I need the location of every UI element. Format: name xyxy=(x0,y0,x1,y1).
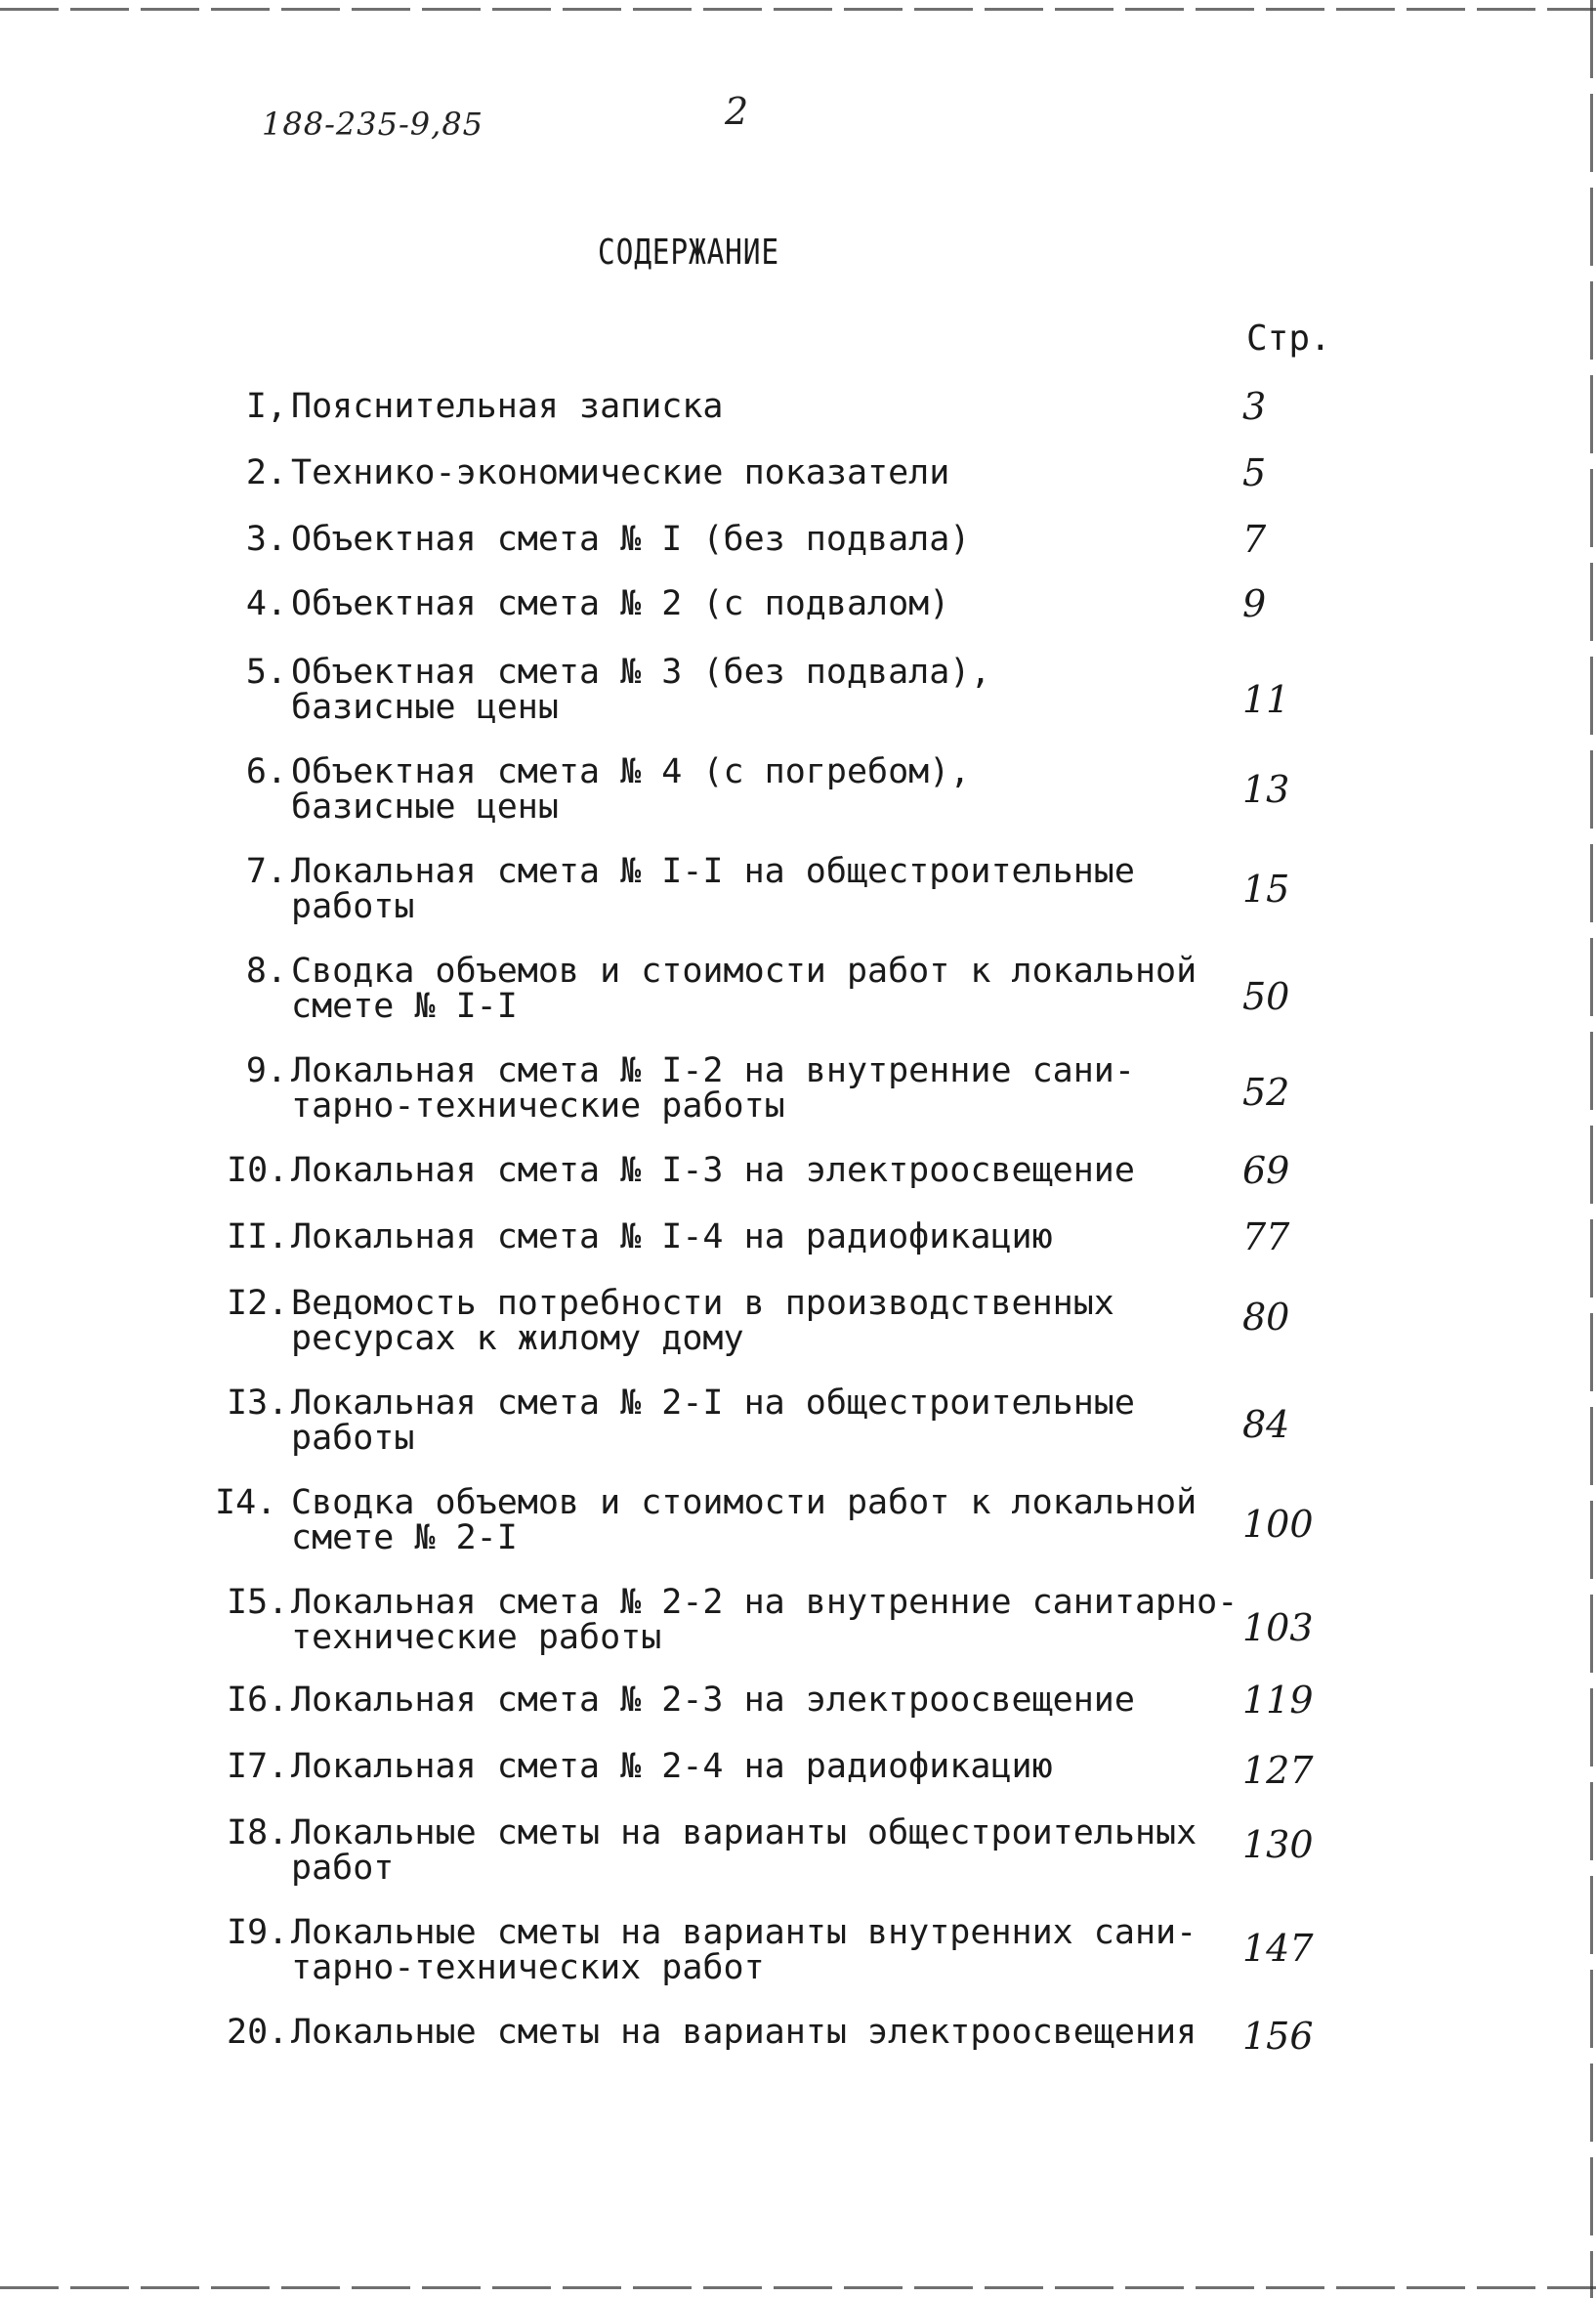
toc-item-page: 77 xyxy=(1242,1215,1290,1258)
toc-item-text: Локальная смета № 2-3 на электроосвещение xyxy=(291,1681,1135,1720)
toc-item-page: 5 xyxy=(1242,451,1267,494)
toc-item-page: 84 xyxy=(1242,1403,1290,1446)
toc-item-page: 15 xyxy=(1242,868,1290,911)
toc-item-number: I5. xyxy=(227,1583,289,1622)
toc-item-page: 80 xyxy=(1242,1296,1290,1339)
bottom-border xyxy=(0,2286,1596,2289)
toc-item-page: 130 xyxy=(1242,1823,1314,1866)
toc-item-page: 100 xyxy=(1242,1503,1314,1546)
toc-item-number: 2. xyxy=(245,453,287,492)
toc-item-number: I2. xyxy=(227,1284,289,1323)
toc-item-page: 11 xyxy=(1242,678,1290,721)
toc-item-page: 7 xyxy=(1242,518,1267,561)
toc-item-text: Локальные сметы на варианты электроосвещения xyxy=(291,2013,1197,2052)
toc-item-number: I3. xyxy=(227,1383,289,1423)
toc-item-number: I6. xyxy=(227,1681,289,1720)
toc-item-text: Локальная смета № I-2 на внутренние сани- тарно-технические работы xyxy=(291,1051,1135,1126)
toc-item-text: Сводка объемов и стоимости работ к локальной смете № I-I xyxy=(291,952,1197,1026)
toc-item-text: Локальная смета № I-3 на электроосвещение xyxy=(291,1151,1135,1190)
right-border xyxy=(1590,0,1593,2298)
document-code: 188-235-9,85 xyxy=(262,106,484,143)
toc-item-number: 6. xyxy=(245,752,287,791)
toc-item-number: I8. xyxy=(227,1813,289,1852)
toc-item-page: 9 xyxy=(1242,582,1267,625)
toc-item-page: 147 xyxy=(1242,1927,1314,1970)
toc-item-number: 5. xyxy=(245,653,287,692)
toc-item-text: Сводка объемов и стоимости работ к локальной смете № 2-I xyxy=(291,1483,1197,1557)
toc-item-page: 156 xyxy=(1242,2015,1314,2058)
toc-item-text: Локальная смета № I-4 на радиофикацию xyxy=(291,1217,1053,1256)
toc-item-text: Объектная смета № 2 (с подвалом) xyxy=(291,584,950,623)
toc-item-number: 3. xyxy=(245,520,287,559)
toc-item-text: Локальные сметы на варианты внутренних сани- тарно-технических работ xyxy=(291,1913,1197,1987)
toc-item-number: I7. xyxy=(227,1747,289,1786)
top-border xyxy=(0,8,1596,11)
toc-item-page: 52 xyxy=(1242,1071,1290,1114)
toc-item-text: Локальная смета № 2-4 на радиофикацию xyxy=(291,1747,1053,1786)
toc-item-page: 69 xyxy=(1242,1149,1290,1192)
toc-item-text: Объектная смета № 3 (без подвала), базисные цены xyxy=(291,653,991,727)
toc-item-page: 13 xyxy=(1242,768,1290,811)
toc-item-number: 20. xyxy=(227,2013,289,2052)
toc-item-text: Пояснительная записка xyxy=(291,387,724,426)
toc-item-page: 3 xyxy=(1242,385,1267,428)
toc-item-number: I4. xyxy=(215,1483,277,1522)
toc-item-number: 8. xyxy=(245,952,287,991)
toc-item-number: I9. xyxy=(227,1913,289,1952)
page-column-header: Стр. xyxy=(1246,319,1331,359)
toc-item-page: 50 xyxy=(1242,975,1290,1018)
toc-item-text: Ведомость потребности в производственных ресурсах к жилому дому xyxy=(291,1284,1114,1358)
toc-item-text: Локальная смета № 2-2 на внутренние санитарно- технические работы xyxy=(291,1583,1239,1657)
toc-item-page: 119 xyxy=(1242,1679,1314,1722)
toc-item-text: Локальная смета № I-I на общестроительные работы xyxy=(291,852,1135,926)
toc-item-text: Локальные сметы на варианты общестроительных работ xyxy=(291,1813,1197,1888)
toc-item-number: 7. xyxy=(245,852,287,891)
page-number: 2 xyxy=(725,90,749,133)
toc-item-number: 9. xyxy=(245,1051,287,1090)
toc-item-page: 103 xyxy=(1242,1606,1314,1649)
toc-item-number: II. xyxy=(227,1217,289,1256)
toc-item-text: Технико-экономические показатели xyxy=(291,453,950,492)
toc-item-number: I, xyxy=(245,387,287,426)
toc-item-text: Объектная смета № 4 (с погребом), базисные цены xyxy=(291,752,971,827)
toc-item-number: 4. xyxy=(245,584,287,623)
toc-item-page: 127 xyxy=(1242,1749,1314,1792)
page-title: СОДЕРЖАНИЕ xyxy=(598,233,779,273)
toc-item-text: Локальная смета № 2-I на общестроительные работы xyxy=(291,1383,1135,1458)
toc-item-number: I0. xyxy=(227,1151,289,1190)
toc-item-text: Объектная смета № I (без подвала) xyxy=(291,520,971,559)
